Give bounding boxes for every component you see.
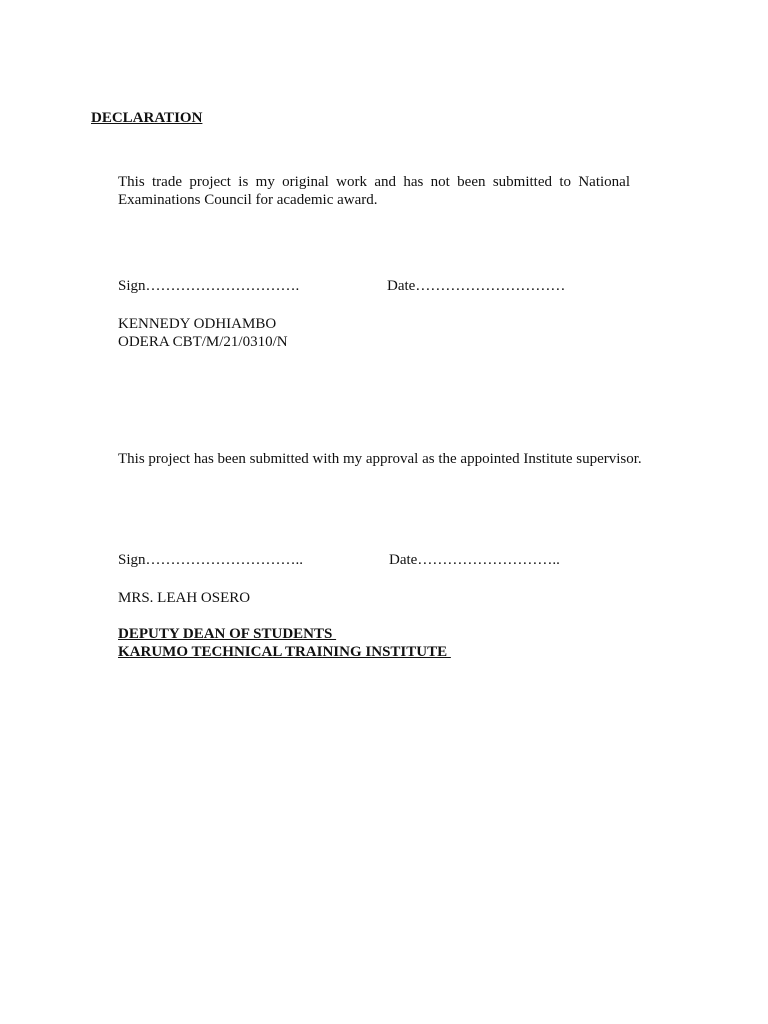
student-sign-line: Sign………………………….: [118, 278, 300, 294]
student-details: [118, 315, 288, 351]
supervisor-titles: [118, 625, 451, 661]
student-date-line: Date…………………………: [387, 278, 566, 294]
supervisor-name: MRS. LEAH OSERO: [118, 590, 251, 606]
declaration-heading: DECLARATION: [91, 110, 203, 126]
student-declaration-paragraph: This trade project is my original work and has not been submitted to National Examinations Council for academic award.: [118, 174, 630, 208]
supervisor-date-line: Date………………………..: [389, 552, 560, 568]
institution-name: KARUMO TECHNICAL TRAINING INSTITUTE: [118, 644, 451, 660]
supervisor-title: DEPUTY DEAN OF STUDENTS: [118, 626, 337, 642]
student-name: KENNEDY ODHIAMBO: [118, 316, 277, 332]
supervisor-sign-line: Sign…………………………..: [118, 552, 304, 568]
student-registration: ODERA CBT/M/21/0310/N: [118, 334, 288, 350]
supervisor-approval-paragraph: This project has been submitted with my approval as the appointed Institute supervisor.: [118, 451, 642, 467]
